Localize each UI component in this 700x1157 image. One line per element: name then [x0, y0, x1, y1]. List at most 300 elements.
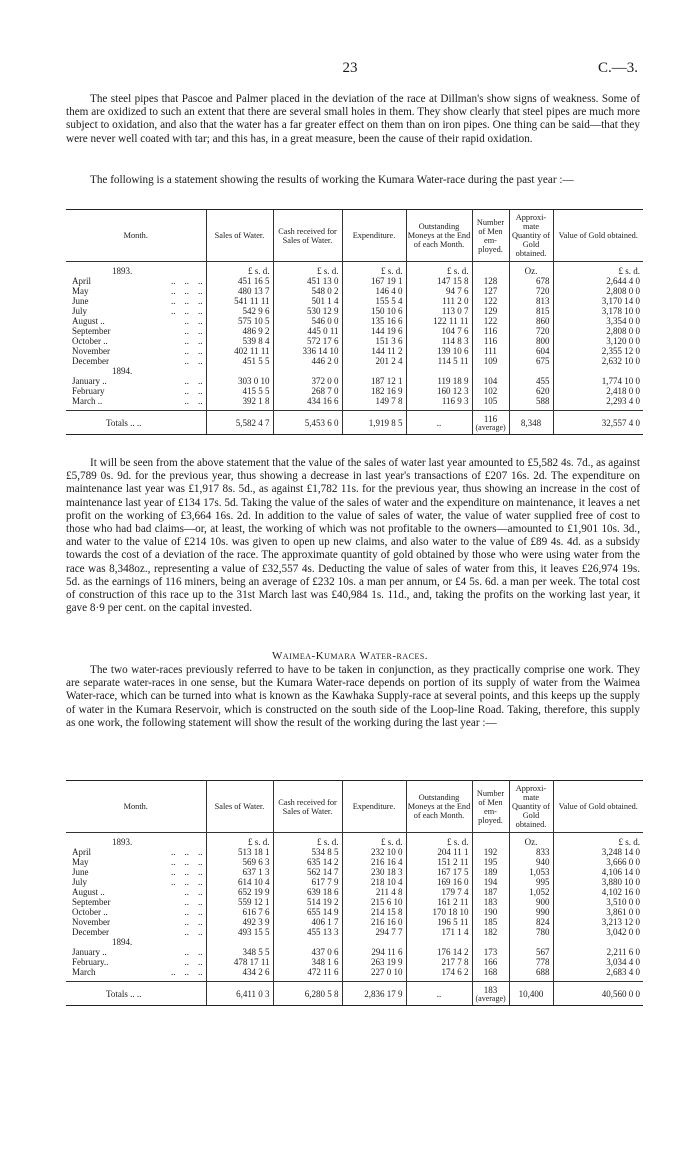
leader-dots: .. .. — [184, 386, 203, 396]
table-row — [66, 316, 643, 326]
month-name: July — [72, 306, 88, 316]
unit-cell: £ s. d. — [206, 262, 273, 277]
quantity-cell: 990 — [509, 907, 553, 917]
men-cell: 192 — [472, 847, 509, 857]
expenditure-cell: 151 3 6 — [342, 336, 406, 346]
value-cell: 2,293 4 0 — [553, 396, 643, 411]
expenditure-cell: 232 10 0 — [342, 847, 406, 857]
men-cell: 187 — [472, 887, 509, 897]
col-month: Month. — [66, 781, 206, 833]
year-label: 1894. — [66, 366, 206, 376]
table-row — [66, 356, 643, 366]
value-cell: 3,248 14 0 — [553, 847, 643, 857]
expenditure-cell: 263 19 9 — [342, 957, 406, 967]
quantity-cell: 1,052 — [509, 887, 553, 897]
men-cell: 190 — [472, 907, 509, 917]
outstanding-cell: 161 2 11 — [406, 897, 472, 907]
leader-dots: .. .. .. — [171, 877, 203, 887]
value-cell: 2,418 0 0 — [553, 386, 643, 396]
month-name: March — [72, 967, 96, 977]
empty-cell — [206, 366, 273, 376]
table-row — [66, 286, 643, 296]
cash-cell: 372 0 0 — [273, 376, 342, 386]
outstanding-cell: 169 16 0 — [406, 877, 472, 887]
expenditure-cell: 155 5 4 — [342, 296, 406, 306]
sales-cell: 652 19 9 — [206, 887, 273, 897]
month-name: November — [72, 346, 110, 356]
month-name: April — [72, 276, 91, 286]
sales-total: 6,411 0 3 — [206, 982, 273, 1006]
col-expenditure: Expenditure. — [342, 210, 406, 262]
sales-cell: 451 5 5 — [206, 356, 273, 366]
year-row — [66, 937, 643, 947]
empty-cell — [406, 366, 472, 376]
cash-cell: 514 19 2 — [273, 897, 342, 907]
month-name: October .. — [72, 907, 108, 917]
empty-cell — [472, 833, 509, 848]
sales-cell: 478 17 11 — [206, 957, 273, 967]
leader-dots: .. .. — [184, 957, 203, 967]
quantity-cell: 995 — [509, 877, 553, 887]
table-row — [66, 386, 643, 396]
cash-cell: 572 17 6 — [273, 336, 342, 346]
outstanding-cell: 113 0 7 — [406, 306, 472, 316]
month-cell — [66, 336, 206, 346]
outstanding-cell: 204 11 1 — [406, 847, 472, 857]
value-cell: 3,034 4 0 — [553, 957, 643, 967]
men-cell: 185 — [472, 917, 509, 927]
col-expenditure: Expenditure. — [342, 781, 406, 833]
quantity-cell: 778 — [509, 957, 553, 967]
intro-paragraph: The steel pipes that Pascoe and Palmer placed in the deviation of the race at Dillman's show signs of weakness. Some of them are oxidized to such an extent that there are several small holes in them. They show clearly that steel pipes are much more subject to oxidation, and also that the water has a far greater effect on them than on iron pipes. One thing can be said—that they were never well coated with tar; and this has, in a great measure, been the cause of their rapid oxidation. — [66, 93, 640, 145]
expenditure-total: 2,836 17 9 — [342, 982, 406, 1006]
value-cell: 3,042 0 0 — [553, 927, 643, 937]
month-name: December — [72, 927, 109, 937]
expenditure-total: 1,919 8 5 — [342, 411, 406, 435]
men-cell: 182 — [472, 927, 509, 937]
cash-cell: 268 7 0 — [273, 386, 342, 396]
outstanding-cell: 147 15 8 — [406, 276, 472, 286]
cash-cell: 501 1 4 — [273, 296, 342, 306]
quantity-cell: 940 — [509, 857, 553, 867]
men-cell: 129 — [472, 306, 509, 316]
men-average: 116 — [483, 414, 498, 424]
value-cell: 2,683 4 0 — [553, 967, 643, 982]
month-cell — [66, 346, 206, 356]
empty-cell — [472, 937, 509, 947]
value-cell: 2,808 0 0 — [553, 286, 643, 296]
outstanding-cell: 94 7 6 — [406, 286, 472, 296]
document-code: C.—3. — [597, 60, 638, 76]
quantity-total: 10,400 — [509, 982, 553, 1006]
col-sales: Sales of Water. — [206, 210, 273, 262]
outstanding-cell: 167 17 5 — [406, 867, 472, 877]
table-row — [66, 296, 643, 306]
month-cell — [66, 296, 206, 306]
cash-total: 6,280 5 8 — [273, 982, 342, 1006]
month-cell — [66, 907, 206, 917]
col-cash: Cash received for Sales of Water. — [273, 781, 342, 833]
outstanding-cell: 196 5 11 — [406, 917, 472, 927]
cash-cell: 546 0 0 — [273, 316, 342, 326]
value-cell: 3,178 10 0 — [553, 306, 643, 316]
quantity-cell: 675 — [509, 356, 553, 366]
men-cell: 104 — [472, 376, 509, 386]
col-value: Value of Gold obtained. — [553, 781, 643, 833]
table-body — [66, 262, 643, 435]
value-cell: 3,861 0 0 — [553, 907, 643, 917]
units-row — [66, 833, 643, 848]
sales-cell: 402 11 11 — [206, 346, 273, 356]
unit-cell: £ s. d. — [273, 262, 342, 277]
outstanding-cell: 176 14 2 — [406, 947, 472, 957]
cash-total: 5,453 6 0 — [273, 411, 342, 435]
value-cell: 2,808 0 0 — [553, 326, 643, 336]
value-cell: 3,510 0 0 — [553, 897, 643, 907]
sales-cell: 303 0 10 — [206, 376, 273, 386]
cash-cell: 437 0 6 — [273, 947, 342, 957]
unit-cell: £ s. d. — [342, 262, 406, 277]
men-cell: 122 — [472, 316, 509, 326]
month-cell — [66, 276, 206, 286]
men-cell: 195 — [472, 857, 509, 867]
leader-dots: .. .. — [184, 316, 203, 326]
leader-dots: .. .. .. — [171, 857, 203, 867]
quantity-cell: 620 — [509, 386, 553, 396]
units-row — [66, 262, 643, 277]
month-cell — [66, 326, 206, 336]
col-quantity: Approxi-mate Quantity of Gold obtained. — [509, 781, 553, 833]
table-row — [66, 947, 643, 957]
month-cell — [66, 306, 206, 316]
value-cell: 2,211 6 0 — [553, 947, 643, 957]
leader-dots: .. .. .. — [171, 967, 203, 977]
unit-cell: £ s. d. — [553, 833, 643, 848]
col-men: Number of Men em-ployed. — [472, 210, 509, 262]
table-row — [66, 877, 643, 887]
expenditure-cell: 294 7 7 — [342, 927, 406, 937]
leader-dots: .. .. .. — [171, 867, 203, 877]
men-total — [472, 982, 509, 1006]
sales-cell: 434 2 6 — [206, 967, 273, 982]
quantity-cell: 800 — [509, 336, 553, 346]
table-row — [66, 346, 643, 356]
men-cell: 111 — [472, 346, 509, 356]
leader-dots: .. .. .. — [171, 286, 203, 296]
month-cell — [66, 386, 206, 396]
col-men: Number of Men em-ployed. — [472, 781, 509, 833]
sales-cell: 492 3 9 — [206, 917, 273, 927]
unit-cell: £ s. d. — [206, 833, 273, 848]
cash-cell: 530 12 9 — [273, 306, 342, 316]
sales-cell: 513 18 1 — [206, 847, 273, 857]
sales-cell: 559 12 1 — [206, 897, 273, 907]
month-name: February — [72, 386, 105, 396]
table-row — [66, 927, 643, 937]
unit-cell: £ s. d. — [406, 833, 472, 848]
outstanding-cell: 122 11 11 — [406, 316, 472, 326]
men-cell: 168 — [472, 967, 509, 982]
empty-cell — [206, 937, 273, 947]
table-row — [66, 967, 643, 982]
cash-cell: 639 18 6 — [273, 887, 342, 897]
month-name: February.. — [72, 957, 109, 967]
empty-cell — [273, 937, 342, 947]
outstanding-cell: 151 2 11 — [406, 857, 472, 867]
leader-dots: .. .. — [184, 897, 203, 907]
quantity-cell: 813 — [509, 296, 553, 306]
cash-cell: 617 7 9 — [273, 877, 342, 887]
men-cell: 194 — [472, 877, 509, 887]
men-cell: 127 — [472, 286, 509, 296]
col-outstanding: Outstanding Moneys at the End of each Month. — [406, 210, 472, 262]
quantity-cell: 678 — [509, 276, 553, 286]
cash-cell: 534 8 5 — [273, 847, 342, 857]
expenditure-cell: 227 0 10 — [342, 967, 406, 982]
totals-label: Totals .. .. — [66, 982, 206, 1006]
unit-cell: Oz. — [509, 262, 553, 277]
outstanding-cell: 114 8 3 — [406, 336, 472, 346]
sales-cell: 392 1 8 — [206, 396, 273, 411]
table-row — [66, 847, 643, 857]
expenditure-cell: 146 4 0 — [342, 286, 406, 296]
quantity-cell: 604 — [509, 346, 553, 356]
average-note: (average) — [475, 994, 506, 1003]
col-cash: Cash received for Sales of Water. — [273, 210, 342, 262]
men-cell: 128 — [472, 276, 509, 286]
table-row — [66, 857, 643, 867]
value-cell: 4,106 14 0 — [553, 867, 643, 877]
value-cell: 2,355 12 0 — [553, 346, 643, 356]
table-row — [66, 336, 643, 346]
value-cell: 1,774 10 0 — [553, 376, 643, 386]
value-cell: 3,354 0 0 — [553, 316, 643, 326]
empty-cell — [472, 366, 509, 376]
month-name: May — [72, 286, 89, 296]
outstanding-cell: 111 2 0 — [406, 296, 472, 306]
year-label: 1894. — [66, 937, 206, 947]
cash-cell: 336 14 10 — [273, 346, 342, 356]
expenditure-cell: 294 11 6 — [342, 947, 406, 957]
quantity-cell: 720 — [509, 286, 553, 296]
expenditure-cell: 201 2 4 — [342, 356, 406, 366]
month-name: April — [72, 847, 91, 857]
unit-cell: £ s. d. — [553, 262, 643, 277]
leader-dots: .. .. .. — [171, 847, 203, 857]
statement-intro-paragraph: The following is a statement showing the results of working the Kumara Water-race during the past year :— — [90, 174, 574, 186]
month-name: October .. — [72, 336, 108, 346]
men-cell: 166 — [472, 957, 509, 967]
men-cell: 189 — [472, 867, 509, 877]
expenditure-cell: 216 16 0 — [342, 917, 406, 927]
sales-cell: 616 7 6 — [206, 907, 273, 917]
expenditure-cell: 182 16 9 — [342, 386, 406, 396]
expenditure-cell: 144 19 6 — [342, 326, 406, 336]
outstanding-total: .. — [406, 411, 472, 435]
table-row — [66, 907, 643, 917]
men-cell: 116 — [472, 336, 509, 346]
cash-cell: 655 14 9 — [273, 907, 342, 917]
totals-row — [66, 411, 643, 435]
cash-cell: 562 14 7 — [273, 867, 342, 877]
col-value: Value of Gold obtained. — [553, 210, 643, 262]
value-cell: 2,632 10 0 — [553, 356, 643, 366]
leader-dots: .. .. — [184, 927, 203, 937]
expenditure-cell: 144 11 2 — [342, 346, 406, 356]
month-name: December — [72, 356, 109, 366]
sales-total: 5,582 4 7 — [206, 411, 273, 435]
table-row — [66, 897, 643, 907]
outstanding-cell: 170 18 10 — [406, 907, 472, 917]
month-cell — [66, 927, 206, 937]
kumara-table — [66, 209, 643, 435]
quantity-cell: 833 — [509, 847, 553, 857]
waimea-kumara-table — [66, 780, 643, 1006]
month-name: January .. — [72, 947, 107, 957]
sales-cell: 575 10 5 — [206, 316, 273, 326]
outstanding-cell: 217 7 8 — [406, 957, 472, 967]
empty-cell — [342, 937, 406, 947]
month-cell — [66, 967, 206, 982]
leader-dots: .. .. — [184, 326, 203, 336]
cash-cell: 348 1 6 — [273, 957, 342, 967]
sales-cell: 486 9 2 — [206, 326, 273, 336]
leader-dots: .. .. .. — [171, 306, 203, 316]
leader-dots: .. .. — [184, 907, 203, 917]
cash-cell: 548 0 2 — [273, 286, 342, 296]
sales-cell: 451 16 5 — [206, 276, 273, 286]
outstanding-cell: 139 10 6 — [406, 346, 472, 356]
month-cell — [66, 947, 206, 957]
expenditure-cell: 230 18 3 — [342, 867, 406, 877]
quantity-total: 8,348 — [509, 411, 553, 435]
sales-cell: 539 8 4 — [206, 336, 273, 346]
expenditure-cell: 135 16 6 — [342, 316, 406, 326]
empty-cell — [472, 262, 509, 277]
value-cell: 4,102 16 0 — [553, 887, 643, 897]
month-cell — [66, 857, 206, 867]
leader-dots: .. .. — [184, 346, 203, 356]
month-cell — [66, 356, 206, 366]
month-name: June — [72, 296, 89, 306]
leader-dots: .. .. .. — [171, 276, 203, 286]
page-header — [0, 60, 700, 80]
month-cell — [66, 917, 206, 927]
sales-cell: 493 15 5 — [206, 927, 273, 937]
leader-dots: .. .. — [184, 917, 203, 927]
outstanding-cell: 119 18 9 — [406, 376, 472, 386]
sales-cell: 541 11 11 — [206, 296, 273, 306]
table-row — [66, 887, 643, 897]
month-cell — [66, 877, 206, 887]
month-cell — [66, 867, 206, 877]
empty-cell — [509, 366, 553, 376]
value-cell: 3,213 12 0 — [553, 917, 643, 927]
empty-cell — [273, 366, 342, 376]
cash-cell: 445 0 11 — [273, 326, 342, 336]
quantity-cell: 815 — [509, 306, 553, 316]
empty-cell — [553, 366, 643, 376]
empty-cell — [406, 937, 472, 947]
men-total — [472, 411, 509, 435]
leader-dots: .. .. — [184, 376, 203, 386]
table-body — [66, 833, 643, 1006]
table-row — [66, 376, 643, 386]
leader-dots: .. .. — [184, 396, 203, 406]
leader-dots: .. .. — [184, 356, 203, 366]
cash-cell: 406 1 7 — [273, 917, 342, 927]
empty-cell — [342, 366, 406, 376]
table-row — [66, 396, 643, 411]
page-number: 23 — [342, 60, 358, 76]
month-name: September — [72, 897, 111, 907]
sales-cell: 637 1 3 — [206, 867, 273, 877]
quantity-cell: 900 — [509, 897, 553, 907]
value-total: 40,560 0 0 — [553, 982, 643, 1006]
cash-cell: 446 2 0 — [273, 356, 342, 366]
value-cell: 2,644 4 0 — [553, 276, 643, 286]
month-name: March .. — [72, 396, 103, 406]
sales-cell: 569 6 3 — [206, 857, 273, 867]
cash-cell: 472 11 6 — [273, 967, 342, 982]
outstanding-cell: 171 1 4 — [406, 927, 472, 937]
month-name: August .. — [72, 887, 105, 897]
expenditure-cell: 211 4 8 — [342, 887, 406, 897]
quantity-cell: 824 — [509, 917, 553, 927]
unit-cell: Oz. — [509, 833, 553, 848]
month-cell — [66, 286, 206, 296]
month-name: July — [72, 877, 88, 887]
unit-cell: £ s. d. — [273, 833, 342, 848]
quantity-cell: 780 — [509, 927, 553, 937]
sales-cell: 348 5 5 — [206, 947, 273, 957]
col-month: Month. — [66, 210, 206, 262]
quantity-cell: 455 — [509, 376, 553, 386]
outstanding-cell: 174 6 2 — [406, 967, 472, 982]
quantity-cell: 860 — [509, 316, 553, 326]
empty-cell — [509, 937, 553, 947]
cash-cell: 451 13 0 — [273, 276, 342, 286]
table-row — [66, 276, 643, 286]
month-name: November — [72, 917, 110, 927]
value-cell: 3,120 0 0 — [553, 336, 643, 346]
expenditure-cell: 218 10 4 — [342, 877, 406, 887]
men-cell: 122 — [472, 296, 509, 306]
outstanding-cell: 116 9 3 — [406, 396, 472, 411]
col-quantity: Approxi-mate Quantity of Gold obtained. — [509, 210, 553, 262]
expenditure-cell: 215 6 10 — [342, 897, 406, 907]
outstanding-cell: 114 5 11 — [406, 356, 472, 366]
sales-cell: 614 10 4 — [206, 877, 273, 887]
leader-dots: .. .. .. — [171, 296, 203, 306]
year-row — [66, 366, 643, 376]
outstanding-cell: 104 7 6 — [406, 326, 472, 336]
quantity-cell: 688 — [509, 967, 553, 982]
waimea-intro-paragraph: The two water-races previously referred to have to be taken in conjunction, as they practically comprise one work. They are separate water-races in one sense, but the Kumara Water-race depends on portion of its supply of water from the Waimea Water-race, which can be turned into what is known as the Kawhaka Supply-race at several points, and this keeps up the supply of water in the Kumara Reservoir, which is constructed on the south side of the Loop-line Road. Taking, therefore, this supply as one work, the following statement will show the result of the working during the last year :— — [66, 664, 640, 729]
sales-cell: 542 9 6 — [206, 306, 273, 316]
totals-label: Totals .. .. — [66, 411, 206, 435]
year-label: 1893. — [66, 262, 206, 277]
value-total: 32,557 4 0 — [553, 411, 643, 435]
quantity-cell: 567 — [509, 947, 553, 957]
col-outstanding: Outstanding Moneys at the End of each Month. — [406, 781, 472, 833]
leader-dots: .. .. — [184, 336, 203, 346]
quantity-cell: 720 — [509, 326, 553, 336]
men-cell: 105 — [472, 396, 509, 411]
month-name: June — [72, 867, 89, 877]
sales-cell: 480 13 7 — [206, 286, 273, 296]
leader-dots: .. .. — [184, 947, 203, 957]
